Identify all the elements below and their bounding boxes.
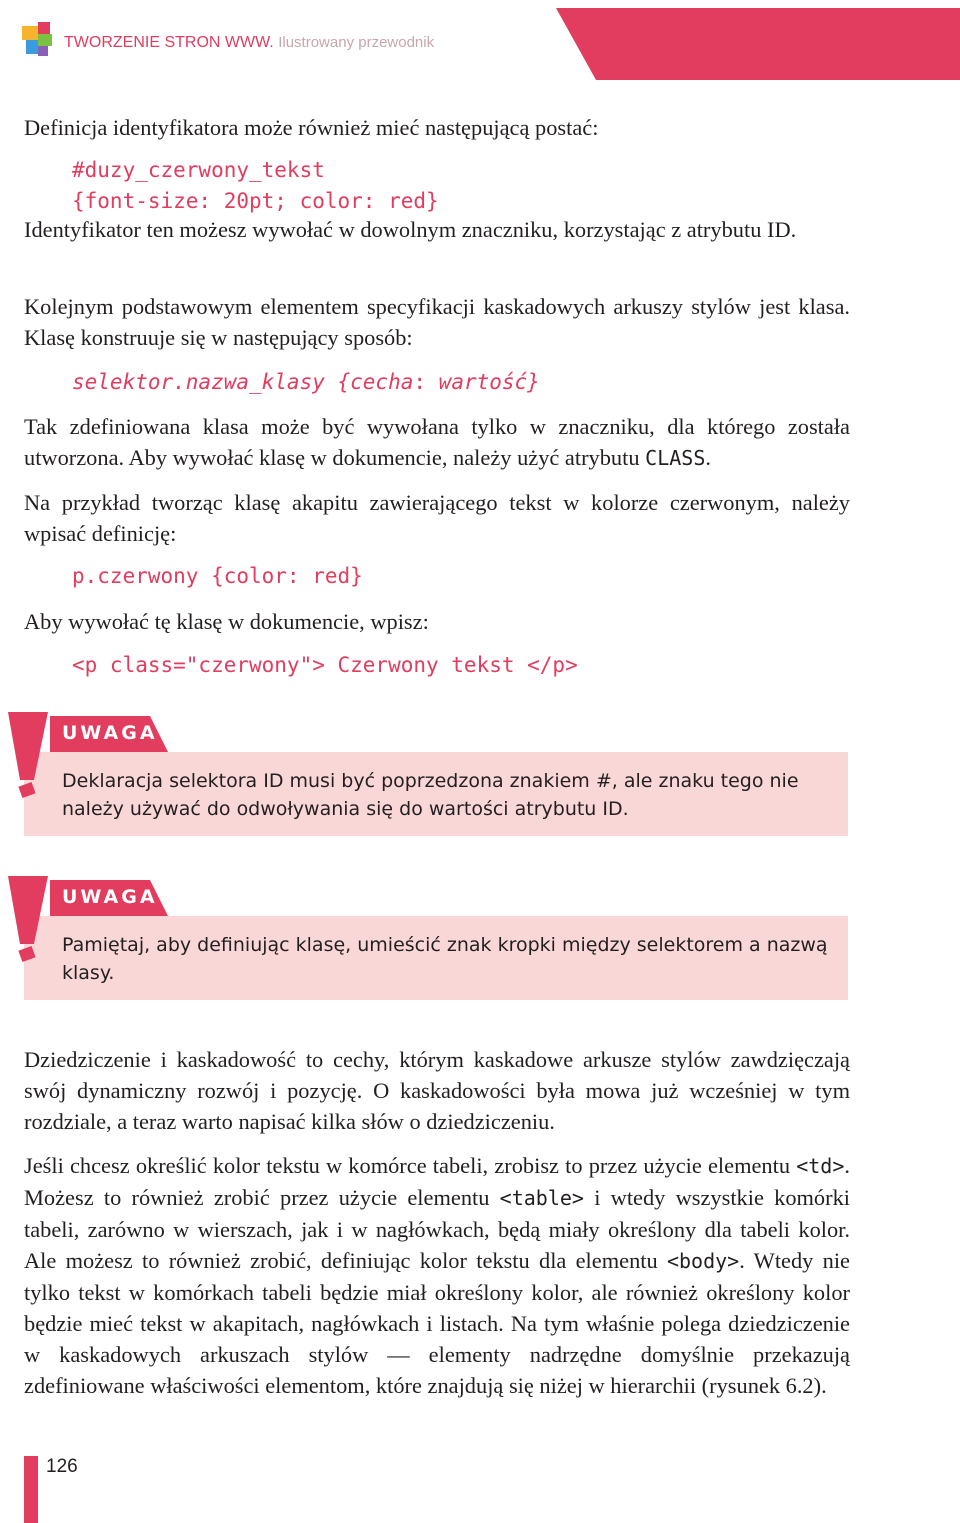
exclamation-icon bbox=[8, 876, 54, 968]
paragraph-inheritance: Dziedziczenie i kaskadowość to cechy, którym kaskadowe arkusze stylów zawdzięczają swój dynamiczny rozwój i pozycję. O kaskadowości była mowa już wcześniej w tym rozdziale, a teraz warto napisać kilka słów o dziedziczeniu. bbox=[24, 1047, 850, 1134]
paragraph-call-class: Aby wywołać tę klasę w dokumencie, wpisz: bbox=[24, 609, 429, 634]
code-id-rules: {font-size: 20pt; color: red} bbox=[72, 189, 439, 213]
paragraph-id-usage: Identyfikator ten możesz wywołać w dowolnym znaczniku, korzystając z atrybutu ID. bbox=[24, 217, 797, 242]
note-text: Deklaracja selektora ID musi być poprzedzona znakiem #, ale znaku tego nie należy używać do odwoływania się do wartości atrybutu ID. bbox=[62, 770, 799, 820]
header-band bbox=[556, 8, 960, 80]
paragraph-class-intro: Kolejnym podstawowym elementem specyfikacji kaskadowych arkuszy stylów jest klasa. Klasę konstruuje się w następujący sposób: bbox=[24, 294, 850, 350]
book-title: TWORZENIE STRON WWW. bbox=[64, 34, 274, 51]
paragraph-inheritance-example: Jeśli chcesz określić kolor tekstu w komórce tabeli, zrobisz to przez użycie elementu <td>. Możesz to również zrobić przez użycie elementu <table> i wtedy wszystkie komórki tabeli, zarówno w wierszach, jak i w nagłówkach, będą miały określony dla tabeli kolor. Ale możesz to również zrobić, definiując kolor tekstu dla elementu <body>. Wtedy nie tylko tekst w komórkach tabeli będzie miał określony kolor, ale również określony kolor będzie mieć tekst w akapitach, nagłówkach i listach. Na tym właśnie polega dziedziczenie w kaskadowych arkuszach stylów — elementy nadrzędne domyślnie przekazują zdefiniowane właściwości elementom, które znajdują się niżej w hierarchii (rysunek 6.2). bbox=[24, 1153, 851, 1398]
logo-icon bbox=[22, 22, 58, 58]
book-subtitle: Ilustrowany przewodnik bbox=[278, 34, 435, 51]
page-bar bbox=[24, 1456, 38, 1523]
header-title bbox=[64, 34, 434, 52]
code-id-selector: #duzy_czerwony_tekst bbox=[72, 158, 325, 182]
paragraph-class-usage: Tak zdefiniowana klasa może być wywołana tylko w znaczniku, dla którego została utworzona. Aby wywołać klasę w dokumencie, należy użyć atrybutu CLASS. bbox=[24, 414, 850, 470]
code-class-syntax: selektor.nazwa_klasy {cecha: wartość} bbox=[72, 370, 540, 394]
paragraph-example: Na przykład tworząc klasę akapitu zawierającego tekst w kolorze czerwonym, należy wpisać definicję: bbox=[24, 490, 850, 546]
paragraph-id-definition: Definicja identyfikatora może również mieć następującą postać: bbox=[24, 115, 599, 140]
note-label-text: UWAGA bbox=[62, 886, 158, 908]
code-class-example: p.czerwony {color: red} bbox=[72, 564, 363, 588]
exclamation-icon bbox=[8, 712, 54, 804]
note-label-text: UWAGA bbox=[62, 722, 158, 744]
page-number: 126 bbox=[46, 1456, 78, 1477]
code-html-example: <p class="czerwony"> Czerwony tekst </p> bbox=[72, 653, 578, 677]
note-text: Pamiętaj, aby definiując klasę, umieścić znak kropki między selektorem a nazwą klasy. bbox=[62, 934, 828, 984]
